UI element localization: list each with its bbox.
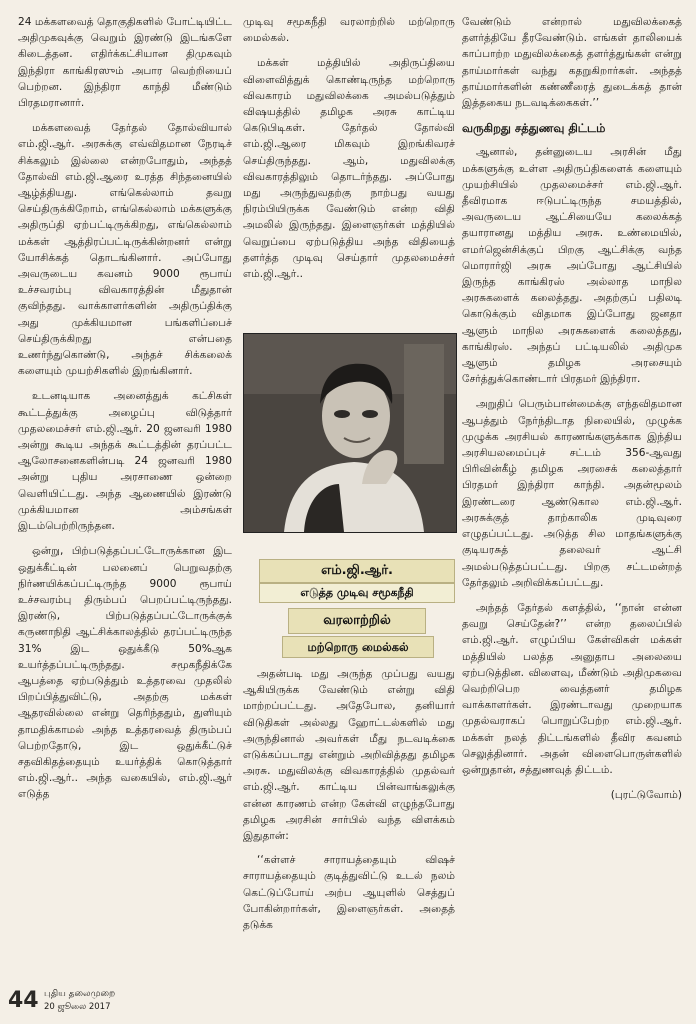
paragraph: 24 மக்களவைத் தொகுதிகளில் போட்டியிட்ட அதிமுகவுக்கு வெறும் இரண்டு இடங்களே கிடைத்தன. எதிர்க்கட்சியான திமுகவும் இந்திரா காங்கிரஸும் அபார வெற்றியைப் பெற்றன. இந்திரா காந்தி மீண்டும் பிரதமரானார். (18, 16, 232, 110)
caption-line-4: மற்றொரு மைல்கல் (282, 636, 434, 658)
mgr-photo (243, 333, 457, 533)
paragraph: ஒன்று, பிற்படுத்தப்பட்டோருக்கான இட ஒதுக்கீட்டின் பலனைப் பெறுவதற்கு நிர்ணயிக்கப்பட்டிருந்த 9000 ரூபாய் உச்சவரம்பு திரும்பப் பெறப்பட்டிருந்தது. இரண்டு, பிற்படுத்தப்பட்டோருக்குக் கருணாநிதி ஆட்சிக்காலத்தில் தரப்பட்டிருந்த 31% இட ஒதுக்கீடு 50%ஆக உயர்த்தப்பட்டிருந்தது. சமூகநீதிக்கே ஆபத்தை ஏற்படுத்தும் உத்தரவை முதலில் பிறப்பித்துவிட்டு, அதற்கு மக்கள் ஆதரவில்லை என்று தெரிந்ததும், துளியும் தாமதிக்காமல் அந்த உத்தரவைத் திரும்பப் பெற்றதோடு, இட ஒதுக்கீட்டுச் சதவிகிதத்தையும் உயர்த்திக் கொடுத்தார் எம்.ஜி.ஆர்.. அந்த வகையில், எம்.ஜி.ஆர் எடுத்த (18, 545, 232, 801)
paragraph: உடனடியாக அனைத்துக் கட்சிகள் கூட்டத்துக்கு அழைப்பு விடுத்தார் முதலமைச்சர் எம்.ஜி.ஆர். 20 ஜனவரி 1980 அன்று கூடிய அந்தக் கூட்டத்தின் தரப்பட்ட ஆலோசனைகளின்படி 24 ஜனவரி 1980 அன்று புதிய அரசாணை ஒன்றை வெளியிட்டது. அந்த ஆணையில் இரண்டு முக்கியமான அம்சங்கள் இடம்பெற்றிருந்தன. (18, 390, 232, 533)
quote-paragraph: ‘‘கள்ளச் சாராயத்தையும் விஷச் சாராயத்தையும் குடித்துவிட்டு உடல் நலம் கெட்டுப்போய் அற்ப ஆயுளில் செத்துப் போகின்றார்கள், இளைஞர்கள். அதைத் தடுக்க (243, 854, 455, 932)
article-column-2-continued (243, 666, 455, 941)
paragraph: மக்கள் மத்தியில் அதிருப்தியை விளைவித்துக் கொண்டிருந்த மற்றொரு விவகாரம் மதுவிலக்கை அமல்படுத்தும் விஷயத்தில் தமிழக அரசு காட்டிய கெடுபிடிகள். தேர்தல் தோல்வி எம்.ஜி.ஆரை மிகவும் இறங்கிவரச் செய்திருந்தது. ஆம், மதுவிலக்கு விவகாரத்திலும் தொடர்ந்தது. அப்போது மது அருந்துவதற்கு நாற்பது வயது நிரம்பியிருக்க வேண்டும் என்ற விதி அமலில் இருந்தது. இளைஞர்கள் மத்தியில் வெறுப்பை ஏற்படுத்திய அந்த விதியைத் தளர்த்த முடிவு செய்தார் முதலமைச்சர் எம்.ஜி.ஆர்.. (243, 57, 455, 281)
magazine-name: புதிய தலைமுறை (44, 989, 116, 999)
subheading: வருகிறது சத்துணவு திட்டம் (462, 121, 606, 136)
caption-line-2: எடுத்த முடிவு சமூகநீதி (259, 583, 455, 603)
article-column-3 (462, 14, 682, 803)
portrait-image (244, 334, 456, 532)
article-column-2 (243, 14, 455, 291)
paragraph: அதன்படி மது அருந்த முப்பது வயது ஆகியிருக்க வேண்டும் என்று விதி மாற்றப்பட்டது. அதேபோல, தனியார் விடுதிகள் அல்லது ஹோட்டல்களில் மது அருந்தினால் அவர்கள் மீது நடவடிக்கை எடுக்கப்படாது என்றும் அறிவித்தது தமிழக அரசு. மதுவிலக்கு விவகாரத்தில் முதல்வர் எம்.ஜி.ஆர். காட்டிய பின்வாங்கலுக்கு என்ன காரணம் என்ற கேள்வி எழுந்தபோது தமிழக அரசின் சார்பில் வந்த விளக்கம் இதுதான்: (243, 668, 455, 843)
paragraph: அந்தத் தேர்தல் களத்தில், ‘‘நான் என்ன தவறு செய்தேன்?’’ என்ற தலைப்பில் எம்.ஜி.ஆர். எழுப்பிய கேள்விகள் மக்கள் மத்தியில் பலத்த அனுதாப அலையை ஏற்படுத்தின. விளைவு, மீண்டும் அதிமுகவை வெற்றிபெற வைத்தனர் தமிழக வாக்காளர்கள். இரண்டாவது முறையாக முதல்வராகப் பொறுப்பேற்ற எம்.ஜி.ஆர். மக்கள் நலத் திட்டங்களில் தீவிர கவனம் செலுத்தினார். அதன் விளைபொருள்களில் ஒன்றுதான், சத்துணவுத் திட்டம். (462, 601, 682, 776)
continued-note: (புரட்டுவோம்) (610, 789, 682, 802)
issue-date: 20 ஜூலை 2017 (44, 1002, 111, 1012)
paragraph: வேண்டும் என்றால் மதுவிலக்கைத் தளர்த்தியே தீரவேண்டும். எங்கள் தாலியைக் காப்பாற்ற மதுவிலக்கைத் தளர்த்துங்கள் என்று தாய்மார்கள் வந்து கதறுகிறார்கள். அந்தத் தாய்மார்களின் கண்ணீரைத் துடைக்கத் தான் இத்தகைய நடவடிக்கைகள்.’’ (462, 16, 682, 110)
paragraph: மக்களவைத் தேர்தல் தோல்வியால் எம்.ஜி.ஆர். அரசுக்கு எவ்விதமான நேரடிச் சிக்கலும் இல்லை என்றபோதும், அந்தத் தோல்வி எம்.ஜி.ஆரை உரத்த சிந்தனையில் ஆழ்த்தியது. எங்கெல்லாம் தவறு செய்திருக்கிறோம், எங்கெல்லாம் மக்களுக்கு அதிருப்தி ஏற்பட்டிருக்கிறது, எங்கெல்லாம் மக்கள் ஆத்திரப்பட்டிருக்கின்றனர் என்று யோசிக்கத் தொடங்கினார். அப்போது அவருடைய கவனம் 9000 ரூபாய் உச்சவரம்பு விவகாரத்தின் மீதுதான் குவிந்தது. வாக்காளர்களின் அதிருப்திக்கு அது முக்கியமான பங்களிப்பைச் செய்திருக்கிறது என்பதை உணர்ந்துகொண்டு, அந்தச் சிக்கலைக் களையும் முயற்சிகளில் இறங்கினார். (18, 122, 232, 378)
paragraph: முடிவு சமூகநீதி வரலாற்றில் மற்றொரு மைல்கல். (243, 16, 455, 45)
paragraph: அறுதிப் பெரும்பான்மைக்கு எந்தவிதமான ஆபத்தும் நேர்ந்திடாத நிலையில், முழுக்க முழுக்க அரசியல் காரணங்களுக்காக இந்திய அரசியலமைப்புச் சட்டம் 356-ஆவது பிரிவின்கீழ் தமிழக அரசைக் கலைத்தார் பிரதமர் இந்திரா காந்தி. அதன்மூலம் இரண்டரை ஆண்டுகால எம்.ஜி.ஆர். அரசுக்குத் தாற்காலிக முடிவுரை எழுதப்பட்டது. அடுத்த சில மாதங்களுக்கு குடியரசுத் தலைவர் ஆட்சி அமல்படுத்தப்பட்டது. பிறகு சட்டமன்றத் தேர்தலும் அறிவிக்கப்பட்டது. (462, 398, 682, 589)
paragraph: ஆனால், தன்னுடைய அரசின் மீது மக்களுக்கு உள்ள அதிருப்திகளைக் களையும் முயற்சியில் முதலமைச்சர் எம்.ஜி.ஆர். தீவிரமாக ஈடுபட்டிருந்த சமயத்தில், அவருடைய ஆட்சியையே கலைக்கத் தயாரானது மத்திய அரசு. உண்மையில், எமர்ஜென்சிக்குப் பிறகு ஆட்சிக்கு வந்த மொரார்ஜி அரசு அப்போது ஆட்சியில் இருந்த காங்கிரஸ் அல்லாத மாநில அரசுகளைக் கலைத்தது. அதற்குப் பதிலடி கொடுக்கும் விதமாக இப்போது ஜனதா ஆளும் மாநில அரசுகளைக் கலைத்தது, காங்கிரஸ். அந்தப் பட்டியலில் அதிமுக ஆளும் தமிழக அரசையும் சேர்த்துக்கொண்டார் பிரதமர் இந்திரா. (462, 146, 682, 386)
caption-line-1: எம்.ஜி.ஆர். (259, 559, 455, 583)
caption-line-3: வரலாற்றில் (288, 608, 426, 634)
page-number: 44 (8, 988, 39, 1013)
article-column-1 (18, 14, 232, 812)
